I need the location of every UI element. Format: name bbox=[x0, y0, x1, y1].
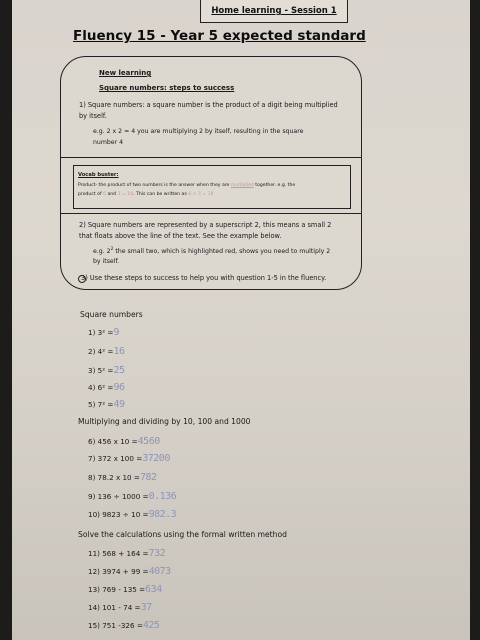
section-multiplying-dividing: Multiplying and dividing by 10, 100 and 1000 bbox=[78, 417, 251, 426]
section-square-numbers: Square numbers bbox=[80, 310, 143, 319]
question-10: 10) 9823 ÷ 10 =982.3 bbox=[88, 509, 177, 520]
answer-12: 4073 bbox=[148, 566, 171, 577]
section-formal-method: Solve the calculations using the formal written method bbox=[78, 530, 287, 539]
steps-panel bbox=[60, 56, 362, 290]
question-9: 9) 136 ÷ 1000 =0.136 bbox=[88, 491, 177, 502]
answer-14: 37 bbox=[140, 602, 152, 613]
answer-6: 4560 bbox=[137, 436, 160, 447]
answer-15: 425 bbox=[142, 620, 160, 631]
step2-line2: that floats above the line of the text. See the example below. bbox=[79, 232, 282, 240]
question-13: 13) 769 - 135 =634 bbox=[88, 584, 162, 595]
answer-2: 16 bbox=[113, 346, 125, 357]
answer-3: 25 bbox=[113, 365, 125, 376]
question-6: 6) 456 x 10 =4560 bbox=[88, 436, 160, 447]
question-15: 15) 751 -326 =425 bbox=[88, 620, 160, 631]
answer-7: 37200 bbox=[142, 453, 170, 464]
question-12: 12) 3974 + 99 =4073 bbox=[88, 566, 171, 577]
step2-line1: 2) Square numbers are represented by a superscript 2, this means a small 2 bbox=[79, 221, 332, 229]
answer-13: 634 bbox=[145, 584, 162, 595]
answer-9: 0.136 bbox=[148, 491, 177, 502]
question-8: 8) 78.2 x 10 =782 bbox=[88, 472, 157, 483]
question-3: 3) 5² =25 bbox=[88, 365, 125, 376]
step1-line2: by itself. bbox=[79, 112, 107, 120]
answer-5: 49 bbox=[113, 399, 125, 410]
step3: 3) Use these steps to success to help you with question 1-5 in the fluency. bbox=[81, 274, 327, 282]
question-7: 7) 372 x 100 =37200 bbox=[88, 453, 170, 464]
question-2: 2) 4² =16 bbox=[88, 346, 125, 357]
step1-line1: 1) Square numbers: a square number is the product of a digit being multiplied bbox=[79, 101, 338, 109]
question-11: 11) 568 + 164 =732 bbox=[88, 548, 166, 559]
vocab-title: Vocab buster: bbox=[78, 172, 119, 178]
panel-divider-bottom bbox=[61, 213, 361, 214]
step3-bullet-icon bbox=[78, 275, 86, 283]
answer-4: 96 bbox=[113, 382, 125, 393]
example1-line1: e.g. 2 x 2 = 4 you are multiplying 2 by itself, resulting in the square bbox=[93, 128, 304, 135]
question-14: 14) 101 - 74 =37 bbox=[88, 602, 152, 613]
vocab-line1: Product- the product of two numbers is the answer when they are multiplied together. e.g. the bbox=[78, 183, 296, 188]
page-title: Fluency 15 - Year 5 expected standard bbox=[73, 28, 366, 44]
steps-heading: Square numbers: steps to success bbox=[99, 84, 235, 92]
example1-line2: number 4 bbox=[93, 139, 124, 146]
question-1: 1) 3² =9 bbox=[88, 327, 119, 338]
session-header bbox=[200, 0, 348, 23]
answer-11: 732 bbox=[148, 548, 166, 559]
example2-line2: by itself. bbox=[93, 258, 120, 265]
new-learning-heading: New learning bbox=[99, 69, 152, 77]
vocab-line2: product of 6 and 3 = 18. This can be written as 6 × 3 = 18 bbox=[78, 192, 214, 197]
question-4: 4) 6² =96 bbox=[88, 382, 125, 393]
question-5: 5) 7² =49 bbox=[88, 399, 125, 410]
vocab-buster-box bbox=[73, 165, 351, 209]
session-label: Home learning - Session 1 bbox=[211, 6, 337, 16]
answer-8: 782 bbox=[139, 472, 157, 483]
example2-line1: e.g. $2^2$ the small two, which is highlighted red, shows you need to multiply 2 bbox=[93, 247, 331, 256]
panel-divider-top bbox=[61, 157, 361, 158]
answer-10: 982.3 bbox=[148, 509, 177, 520]
answer-1: 9 bbox=[113, 327, 119, 338]
